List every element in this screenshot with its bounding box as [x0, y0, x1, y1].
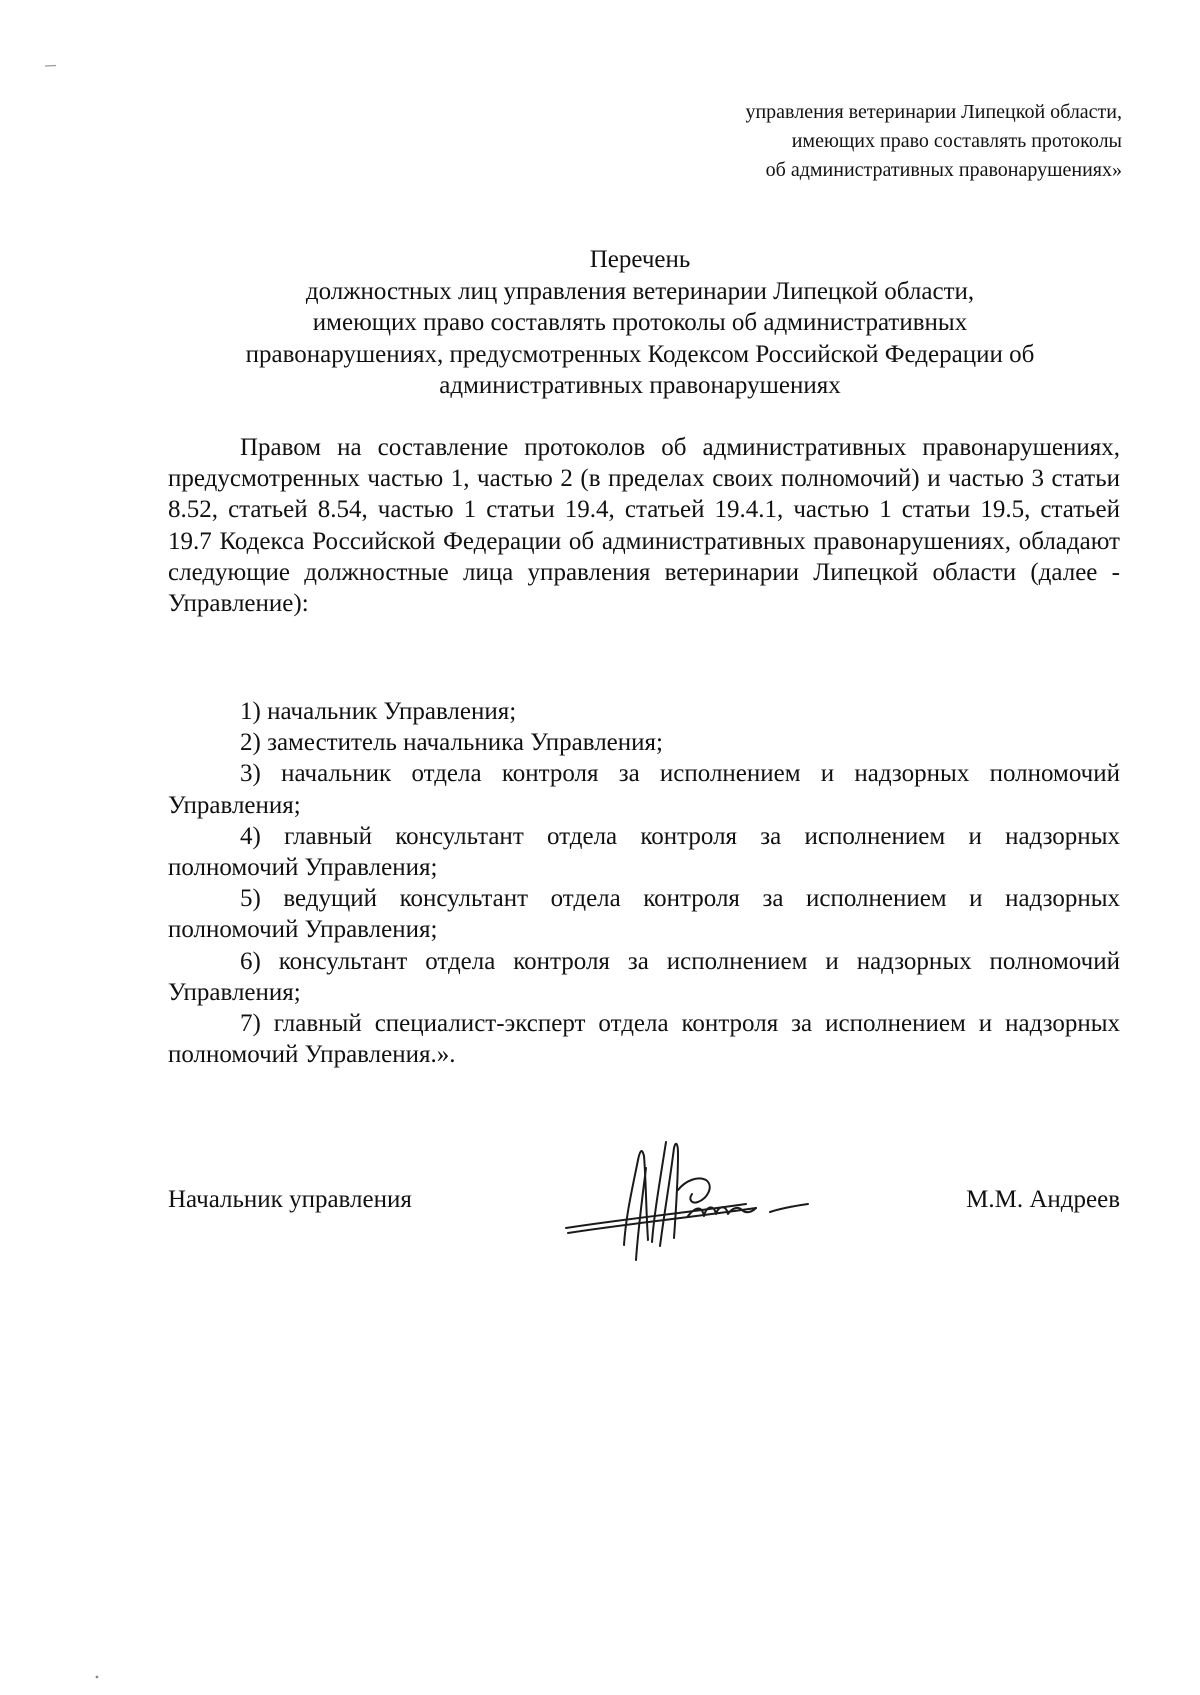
signatory-name: М.М. Андреев — [966, 1186, 1120, 1213]
title-line: правонарушениях, предусмотренных Кодексом Российской Федерации об — [245, 340, 1035, 368]
title-line: имеющих право составлять протоколы об административных — [312, 309, 968, 336]
header-line: имеющих право составлять протоколы — [791, 130, 1122, 152]
list-item: 2) заместитель начальника Управления; — [240, 729, 663, 757]
officials-list — [168, 696, 1120, 1070]
title-line: должностных лиц управления ветеринарии Липецкой области, — [305, 277, 975, 305]
appendix-header — [402, 98, 1122, 185]
scan-speck-bottom — [94, 1674, 100, 1680]
list-item: 5) ведущий консультант отдела контроля за исполнением и надзорных полномочий Управления; — [168, 885, 1120, 944]
list-item: 6) консультант отдела контроля за исполнением и надзорных полномочий Управления; — [168, 947, 1120, 1006]
list-item: 7) главный специалист-эксперт отдела контроля за исполнением и надзорных полномочий Управления.». — [168, 1010, 1120, 1069]
list-item: 3) начальник отдела контроля за исполнением и надзорных полномочий Управления; — [168, 760, 1120, 819]
title-line: Перечень — [589, 246, 691, 273]
scan-speck-top — [44, 64, 58, 68]
header-line: об административных правонарушениях» — [765, 159, 1122, 181]
handwritten-signature — [556, 1120, 856, 1270]
signatory-position: Начальник управления — [168, 1186, 412, 1213]
list-item: 4) главный консультант отдела контроля за исполнением и надзорных полномочий Управления; — [168, 822, 1120, 882]
header-line: управления ветеринарии Липецкой области, — [745, 101, 1122, 123]
intro-paragraph: Правом на составление протоколов об административных правонарушениях, предусмотренных частью 1, частью 2 (в пределах своих полномочий) и частью 3 статьи 8.52, статьей 8.54, частью 1 статьи 19.4, статьей 19.4.1, частью 1 статьи 19.5, статьей 19.7 Кодекса Российской Федерации об административных правонарушениях, обладают следующие должностные лица управления ветеринарии Липецкой области (далее - Управление): — [168, 434, 1120, 618]
title-line: административных правонарушениях — [439, 372, 841, 399]
list-item: 1) начальник Управления; — [240, 698, 517, 725]
document-title — [160, 244, 1120, 402]
